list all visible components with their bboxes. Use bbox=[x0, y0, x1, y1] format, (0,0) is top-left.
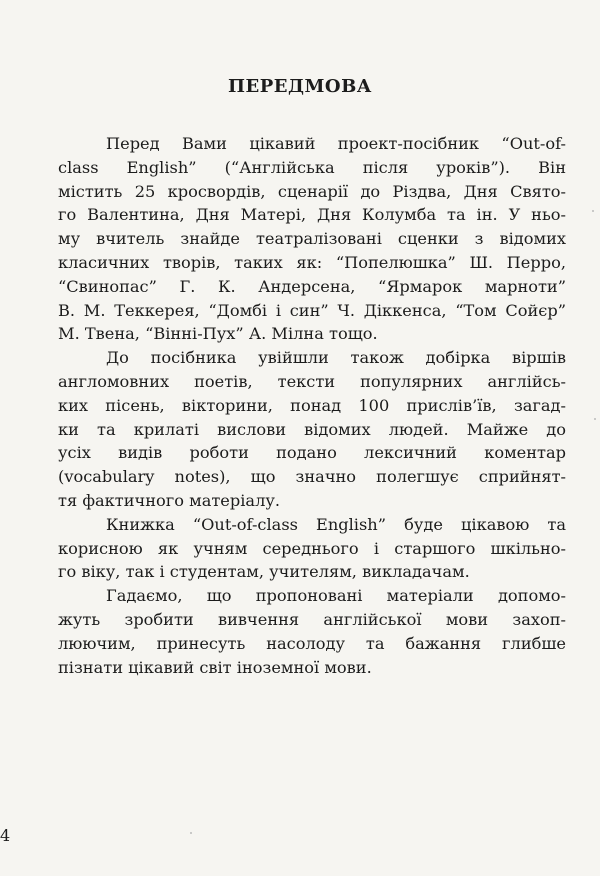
text-line: му вчитель знайде театралізовані сценки з відомих bbox=[58, 229, 566, 249]
text-line: го віку, так і студентам, учителям, викладачам. bbox=[58, 562, 470, 582]
text-line: корисною як учням середнього і старшого шкільно- bbox=[58, 538, 566, 558]
text-line: ких пісень, вікторини, понад 100 прислів’їв, загад- bbox=[58, 395, 566, 415]
text-line: Книжка “Out-of-class English” буде цікавою та bbox=[106, 514, 566, 534]
text-line: (vocabulary notes), що значно полегшує сприйнят- bbox=[58, 467, 566, 487]
text-line: Перед Вами цікавий проект-посібник “Out-of- bbox=[106, 134, 566, 153]
page-title: ПЕРЕДМОВА bbox=[228, 76, 372, 97]
text-line: класичних творів, таких як: “Попелюшка” Ш. Перро, bbox=[58, 252, 566, 272]
page-number: 4 bbox=[0, 826, 11, 845]
text-line: люючим, принесуть насолоду та бажання глибше bbox=[58, 633, 566, 653]
text-line: англомовних поетів, тексти популярних англійсь- bbox=[58, 371, 566, 391]
text-line: В. М. Теккерея, “Домбі і син” Ч. Діккенса, “Том Сойєр” bbox=[58, 300, 566, 320]
text-line: усіх видів роботи подано лексичний коментар bbox=[58, 443, 566, 463]
text-line: Гадаємо, що пропоновані матеріали допомо- bbox=[106, 586, 566, 606]
text-line: ки та крилаті вислови відомих людей. Майже до bbox=[58, 419, 566, 439]
text-line: “Свинопас” Г. К. Андерсена, “Ярмарок марноти” bbox=[58, 276, 566, 296]
print-speck bbox=[190, 832, 192, 834]
text-line: жуть зробити вивчення англійської мови захоп- bbox=[58, 609, 566, 629]
text-line: М. Твена, “Вінні-Пух” А. Мілна тощо. bbox=[58, 324, 378, 344]
text-line: тя фактичного матеріалу. bbox=[58, 490, 281, 510]
text-line: містить 25 кросвордів, сценарії до Різдва, Дня Свято- bbox=[58, 181, 566, 201]
print-speck bbox=[592, 210, 594, 212]
text-line: До посібника увійшли також добірка віршів bbox=[106, 348, 566, 368]
text-line: го Валентина, Дня Матері, Дня Колумба та ін. У ньо- bbox=[58, 205, 566, 225]
text-line: class English” (“Англійська після уроків”). Він bbox=[58, 157, 566, 177]
text-line: пізнати цікавий світ іноземної мови. bbox=[58, 657, 372, 677]
preface-body bbox=[58, 132, 566, 679]
print-speck bbox=[594, 418, 596, 420]
